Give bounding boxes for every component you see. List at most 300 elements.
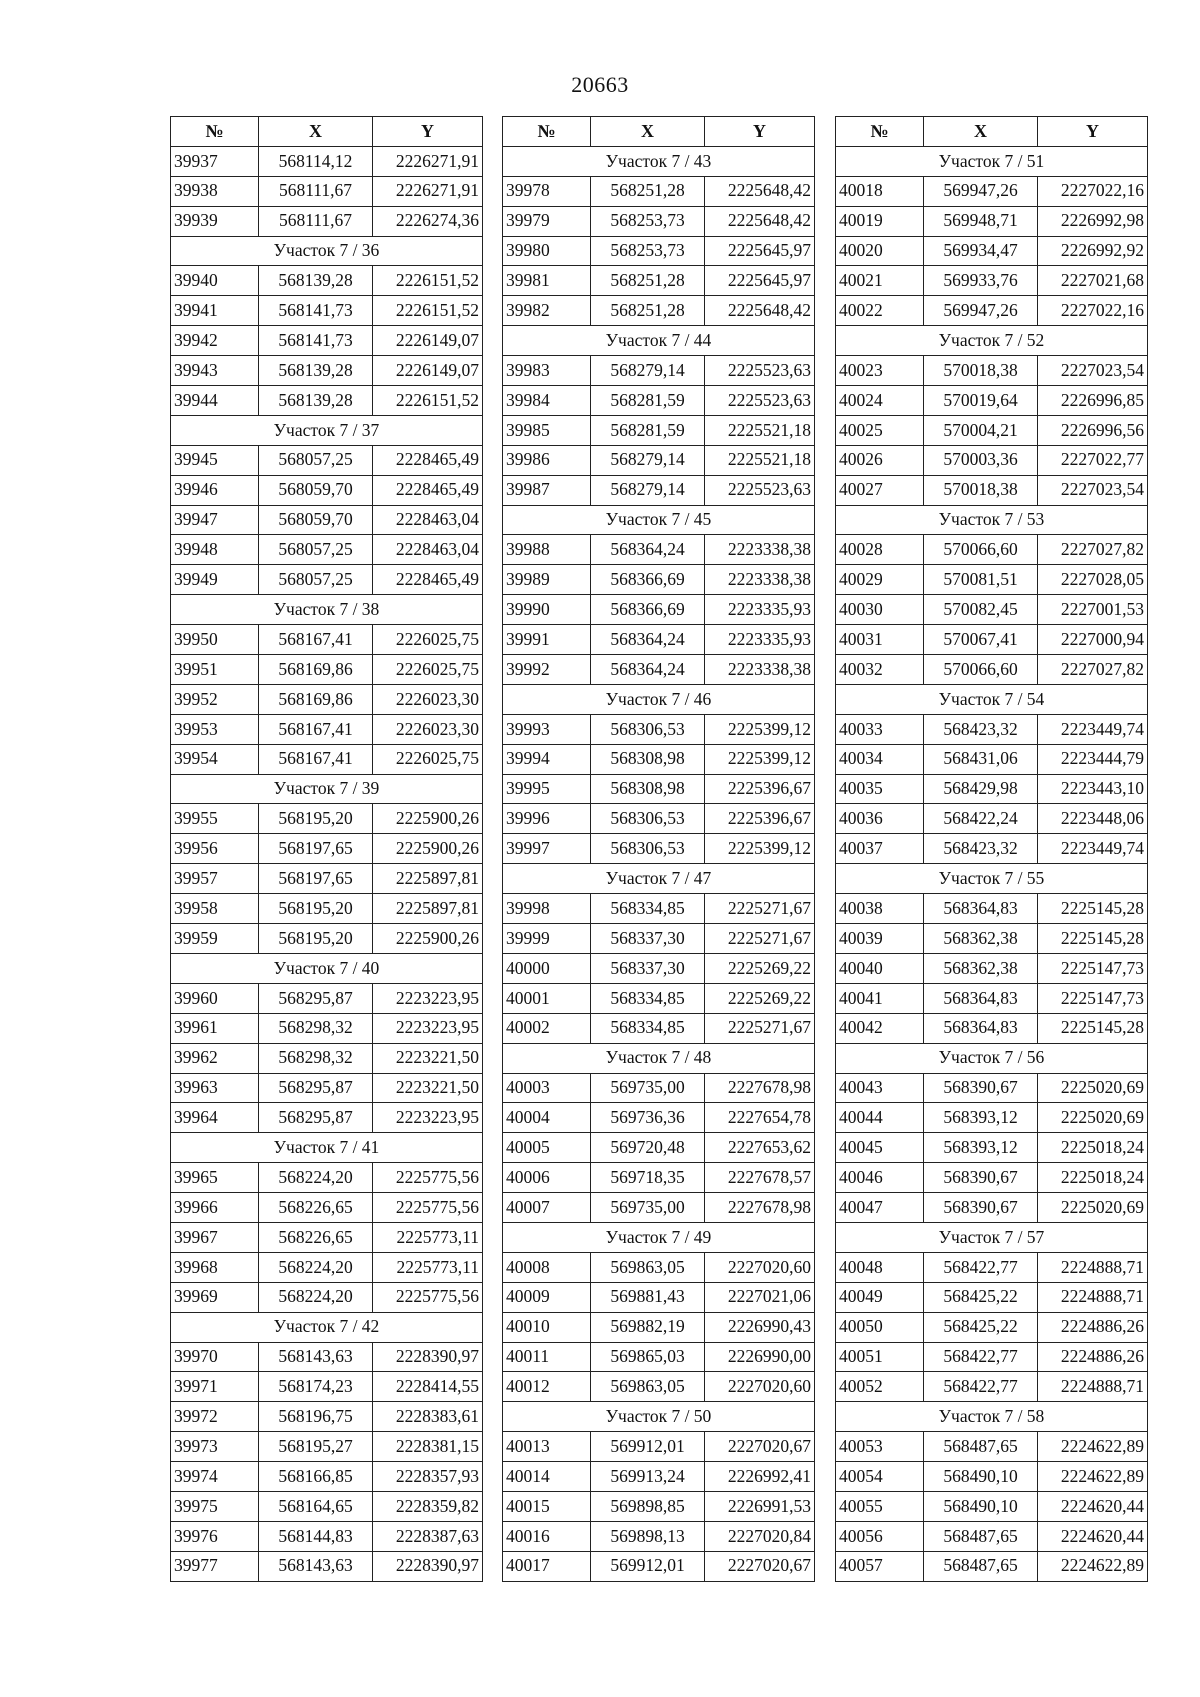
x-coordinate: 570066,60 <box>924 535 1038 565</box>
y-coordinate: 2225775,56 <box>373 1282 483 1312</box>
y-coordinate: 2225900,26 <box>373 834 483 864</box>
table-row <box>503 1551 815 1581</box>
point-number: 40032 <box>836 655 924 685</box>
table-row <box>836 266 1148 296</box>
number-column-header: № <box>171 117 259 147</box>
y-coordinate: 2225648,42 <box>705 296 815 326</box>
point-number: 39953 <box>171 714 259 744</box>
x-coordinate: 568226,65 <box>259 1193 373 1223</box>
coordinates-table-1 <box>170 116 483 1582</box>
table-row <box>171 565 483 595</box>
point-number: 40025 <box>836 415 924 445</box>
y-coordinate: 2225523,63 <box>705 475 815 505</box>
point-number: 40001 <box>503 983 591 1013</box>
section-title: Участок 7 / 46 <box>503 684 815 714</box>
table-row <box>836 1462 1148 1492</box>
y-coordinate: 2227020,84 <box>705 1521 815 1551</box>
table-row <box>503 924 815 954</box>
table-row <box>503 386 815 416</box>
table-row <box>836 475 1148 505</box>
table-row <box>503 655 815 685</box>
x-coordinate: 568253,73 <box>591 206 705 236</box>
y-coordinate: 2227678,98 <box>705 1193 815 1223</box>
table-row <box>171 1551 483 1581</box>
point-number: 40031 <box>836 625 924 655</box>
x-coordinate: 568143,63 <box>259 1551 373 1581</box>
section-row <box>171 595 483 625</box>
x-coordinate: 568295,87 <box>259 1103 373 1133</box>
x-coordinate: 568141,73 <box>259 296 373 326</box>
x-coordinate: 568364,83 <box>924 983 1038 1013</box>
x-coordinate: 568279,14 <box>591 356 705 386</box>
x-coordinate: 568226,65 <box>259 1222 373 1252</box>
table-row <box>836 1372 1148 1402</box>
y-coordinate: 2225773,11 <box>373 1222 483 1252</box>
table-row <box>171 1342 483 1372</box>
x-coordinate: 568143,63 <box>259 1342 373 1372</box>
table-row <box>503 1013 815 1043</box>
point-number: 40038 <box>836 894 924 924</box>
table-row <box>836 744 1148 774</box>
point-number: 39939 <box>171 206 259 236</box>
point-number: 39966 <box>171 1193 259 1223</box>
table-row <box>171 1222 483 1252</box>
y-coordinate: 2226151,52 <box>373 266 483 296</box>
y-coordinate: 2227020,67 <box>705 1432 815 1462</box>
y-coordinate: 2223443,10 <box>1038 774 1148 804</box>
y-coordinate: 2225020,69 <box>1038 1193 1148 1223</box>
x-coordinate: 570067,41 <box>924 625 1038 655</box>
section-row <box>503 1402 815 1432</box>
x-coordinate: 568306,53 <box>591 714 705 744</box>
y-coordinate: 2223338,38 <box>705 565 815 595</box>
x-coordinate: 570019,64 <box>924 386 1038 416</box>
point-number: 39952 <box>171 684 259 714</box>
x-coordinate: 570066,60 <box>924 655 1038 685</box>
table-row <box>836 565 1148 595</box>
x-coordinate: 569898,85 <box>591 1491 705 1521</box>
x-coordinate: 568362,38 <box>924 924 1038 954</box>
x-coordinate: 570003,36 <box>924 445 1038 475</box>
table-row <box>836 625 1148 655</box>
coordinates-table <box>502 116 815 1582</box>
table-row <box>836 1193 1148 1223</box>
table-row <box>836 983 1148 1013</box>
coordinates-table-3 <box>835 116 1148 1582</box>
header-row <box>171 117 483 147</box>
table-row <box>503 206 815 236</box>
point-number: 40035 <box>836 774 924 804</box>
point-number: 40041 <box>836 983 924 1013</box>
x-coordinate: 568423,32 <box>924 714 1038 744</box>
table-row <box>503 296 815 326</box>
point-number: 39948 <box>171 535 259 565</box>
table-row <box>836 1521 1148 1551</box>
x-coordinate: 568174,23 <box>259 1372 373 1402</box>
table-row <box>171 535 483 565</box>
x-coordinate: 569735,00 <box>591 1193 705 1223</box>
point-number: 39961 <box>171 1013 259 1043</box>
y-coordinate: 2226149,07 <box>373 356 483 386</box>
y-coordinate: 2225271,67 <box>705 1013 815 1043</box>
table-row <box>171 1252 483 1282</box>
table-row <box>836 1252 1148 1282</box>
page-number: 20663 <box>571 72 629 97</box>
x-coordinate: 568425,22 <box>924 1312 1038 1342</box>
x-coordinate: 568422,77 <box>924 1342 1038 1372</box>
point-number: 40048 <box>836 1252 924 1282</box>
x-coordinate: 570018,38 <box>924 475 1038 505</box>
y-coordinate: 2226992,41 <box>705 1462 815 1492</box>
point-number: 39977 <box>171 1551 259 1581</box>
x-coordinate: 568281,59 <box>591 415 705 445</box>
x-coordinate: 568251,28 <box>591 266 705 296</box>
table-row <box>171 1103 483 1133</box>
point-number: 40003 <box>503 1073 591 1103</box>
point-number: 39972 <box>171 1402 259 1432</box>
number-column-header: № <box>503 117 591 147</box>
point-number: 39982 <box>503 296 591 326</box>
y-coordinate: 2223221,50 <box>373 1073 483 1103</box>
point-number: 40053 <box>836 1432 924 1462</box>
section-title: Участок 7 / 43 <box>503 146 815 176</box>
table-row <box>171 894 483 924</box>
y-coordinate: 2227023,54 <box>1038 356 1148 386</box>
table-row <box>171 1521 483 1551</box>
table-row <box>836 1312 1148 1342</box>
point-number: 39963 <box>171 1073 259 1103</box>
point-number: 39976 <box>171 1521 259 1551</box>
x-coordinate: 568059,70 <box>259 475 373 505</box>
x-coordinate: 568364,83 <box>924 1013 1038 1043</box>
table-row <box>171 1402 483 1432</box>
x-coordinate: 568139,28 <box>259 266 373 296</box>
y-coordinate: 2224888,71 <box>1038 1252 1148 1282</box>
x-coordinate: 568141,73 <box>259 326 373 356</box>
x-coordinate: 568337,30 <box>591 924 705 954</box>
y-coordinate: 2225269,22 <box>705 953 815 983</box>
x-column-header: X <box>591 117 705 147</box>
table-row <box>836 953 1148 983</box>
x-coordinate: 568251,28 <box>591 176 705 206</box>
point-number: 40022 <box>836 296 924 326</box>
point-number: 39938 <box>171 176 259 206</box>
point-number: 40045 <box>836 1133 924 1163</box>
point-number: 40051 <box>836 1342 924 1372</box>
table-row <box>836 1551 1148 1581</box>
section-title: Участок 7 / 54 <box>836 684 1148 714</box>
x-coordinate: 568295,87 <box>259 1073 373 1103</box>
y-coordinate: 2223338,38 <box>705 655 815 685</box>
section-row <box>503 1043 815 1073</box>
table-row <box>171 1462 483 1492</box>
x-coordinate: 568164,65 <box>259 1491 373 1521</box>
section-row <box>171 236 483 266</box>
table-row <box>171 684 483 714</box>
point-number: 40000 <box>503 953 591 983</box>
point-number: 39978 <box>503 176 591 206</box>
table-row <box>171 924 483 954</box>
x-coordinate: 568490,10 <box>924 1462 1038 1492</box>
table-row <box>171 386 483 416</box>
x-coordinate: 568425,22 <box>924 1282 1038 1312</box>
point-number: 39957 <box>171 864 259 894</box>
point-number: 40042 <box>836 1013 924 1043</box>
coordinates-table <box>170 116 483 1582</box>
table-row <box>171 356 483 386</box>
table-row <box>836 356 1148 386</box>
section-row <box>836 326 1148 356</box>
x-coordinate: 568334,85 <box>591 1013 705 1043</box>
x-coordinate: 568195,20 <box>259 804 373 834</box>
y-coordinate: 2224620,44 <box>1038 1491 1148 1521</box>
y-coordinate: 2225523,63 <box>705 356 815 386</box>
point-number: 40039 <box>836 924 924 954</box>
x-coordinate: 568308,98 <box>591 774 705 804</box>
point-number: 39955 <box>171 804 259 834</box>
x-coordinate: 568195,27 <box>259 1432 373 1462</box>
point-number: 39950 <box>171 625 259 655</box>
y-coordinate: 2224886,26 <box>1038 1312 1148 1342</box>
y-coordinate: 2225521,18 <box>705 445 815 475</box>
y-coordinate: 2227022,16 <box>1038 176 1148 206</box>
table-row <box>171 625 483 655</box>
section-title: Участок 7 / 57 <box>836 1222 1148 1252</box>
table-row <box>836 1282 1148 1312</box>
x-coordinate: 568139,28 <box>259 386 373 416</box>
table-row <box>503 1521 815 1551</box>
table-row <box>503 1103 815 1133</box>
y-coordinate: 2227653,62 <box>705 1133 815 1163</box>
point-number: 39959 <box>171 924 259 954</box>
x-coordinate: 568364,24 <box>591 535 705 565</box>
table-row <box>171 834 483 864</box>
y-coordinate: 2225399,12 <box>705 744 815 774</box>
y-coordinate: 2226991,53 <box>705 1491 815 1521</box>
section-row <box>503 1222 815 1252</box>
y-coordinate: 2224622,89 <box>1038 1551 1148 1581</box>
point-number: 39947 <box>171 505 259 535</box>
y-coordinate: 2228414,55 <box>373 1372 483 1402</box>
x-coordinate: 568298,32 <box>259 1013 373 1043</box>
table-row <box>503 625 815 655</box>
y-coordinate: 2226149,07 <box>373 326 483 356</box>
y-coordinate: 2226271,91 <box>373 146 483 176</box>
x-coordinate: 568059,70 <box>259 505 373 535</box>
x-coordinate: 568195,20 <box>259 924 373 954</box>
point-number: 39999 <box>503 924 591 954</box>
x-coordinate: 568167,41 <box>259 714 373 744</box>
point-number: 40037 <box>836 834 924 864</box>
table-row <box>171 1043 483 1073</box>
point-number: 39975 <box>171 1491 259 1521</box>
table-row <box>171 1372 483 1402</box>
section-title: Участок 7 / 52 <box>836 326 1148 356</box>
point-number: 40057 <box>836 1551 924 1581</box>
table-row <box>503 535 815 565</box>
section-row <box>836 505 1148 535</box>
point-number: 39954 <box>171 744 259 774</box>
point-number: 40023 <box>836 356 924 386</box>
y-coordinate: 2225396,67 <box>705 804 815 834</box>
table-row <box>171 1013 483 1043</box>
y-coordinate: 2228357,93 <box>373 1462 483 1492</box>
y-coordinate: 2224620,44 <box>1038 1521 1148 1551</box>
y-coordinate: 2227654,78 <box>705 1103 815 1133</box>
table-row <box>171 505 483 535</box>
x-coordinate: 568195,20 <box>259 894 373 924</box>
table-row <box>171 655 483 685</box>
y-coordinate: 2227027,82 <box>1038 535 1148 565</box>
table-row <box>503 1193 815 1223</box>
point-number: 40034 <box>836 744 924 774</box>
y-coordinate: 2226023,30 <box>373 714 483 744</box>
table-row <box>836 1342 1148 1372</box>
point-number: 39989 <box>503 565 591 595</box>
x-coordinate: 569933,76 <box>924 266 1038 296</box>
point-number: 39962 <box>171 1043 259 1073</box>
section-row <box>836 1043 1148 1073</box>
x-coordinate: 568057,25 <box>259 565 373 595</box>
x-coordinate: 568279,14 <box>591 445 705 475</box>
table-row <box>171 1491 483 1521</box>
header-row <box>836 117 1148 147</box>
point-number: 39992 <box>503 655 591 685</box>
y-coordinate: 2225147,73 <box>1038 983 1148 1013</box>
point-number: 40043 <box>836 1073 924 1103</box>
point-number: 40052 <box>836 1372 924 1402</box>
x-coordinate: 568422,77 <box>924 1252 1038 1282</box>
x-coordinate: 568224,20 <box>259 1282 373 1312</box>
section-title: Участок 7 / 58 <box>836 1402 1148 1432</box>
table-row <box>503 1372 815 1402</box>
section-title: Участок 7 / 50 <box>503 1402 815 1432</box>
point-number: 40050 <box>836 1312 924 1342</box>
y-coordinate: 2225020,69 <box>1038 1103 1148 1133</box>
table-row <box>503 1163 815 1193</box>
section-title: Участок 7 / 49 <box>503 1222 815 1252</box>
table-row <box>503 356 815 386</box>
point-number: 40002 <box>503 1013 591 1043</box>
x-coordinate: 568487,65 <box>924 1521 1038 1551</box>
y-coordinate: 2225018,24 <box>1038 1133 1148 1163</box>
y-coordinate: 2225900,26 <box>373 924 483 954</box>
x-coordinate: 569898,13 <box>591 1521 705 1551</box>
y-coordinate: 2223223,95 <box>373 1013 483 1043</box>
y-coordinate: 2227020,60 <box>705 1372 815 1402</box>
point-number: 40014 <box>503 1462 591 1492</box>
x-coordinate: 569948,71 <box>924 206 1038 236</box>
point-number: 39967 <box>171 1222 259 1252</box>
table-row <box>503 983 815 1013</box>
table-row <box>171 714 483 744</box>
section-title: Участок 7 / 36 <box>171 236 483 266</box>
point-number: 40005 <box>503 1133 591 1163</box>
point-number: 39965 <box>171 1163 259 1193</box>
section-row <box>171 1312 483 1342</box>
table-row <box>836 894 1148 924</box>
point-number: 40021 <box>836 266 924 296</box>
table-row <box>836 595 1148 625</box>
y-coordinate: 2225775,56 <box>373 1163 483 1193</box>
x-coordinate: 568390,67 <box>924 1193 1038 1223</box>
table-row <box>503 1491 815 1521</box>
y-coordinate: 2226274,36 <box>373 206 483 236</box>
y-coordinate: 2228465,49 <box>373 475 483 505</box>
table-row <box>836 714 1148 744</box>
x-coordinate: 570081,51 <box>924 565 1038 595</box>
table-row <box>171 146 483 176</box>
point-number: 40049 <box>836 1282 924 1312</box>
x-coordinate: 569736,36 <box>591 1103 705 1133</box>
y-coordinate: 2225399,12 <box>705 834 815 864</box>
x-coordinate: 570082,45 <box>924 595 1038 625</box>
x-coordinate: 570004,21 <box>924 415 1038 445</box>
x-coordinate: 569865,03 <box>591 1342 705 1372</box>
point-number: 39960 <box>171 983 259 1013</box>
x-coordinate: 568334,85 <box>591 983 705 1013</box>
section-row <box>836 864 1148 894</box>
y-coordinate: 2225648,42 <box>705 176 815 206</box>
point-number: 39980 <box>503 236 591 266</box>
table-row <box>171 266 483 296</box>
x-coordinate: 569718,35 <box>591 1163 705 1193</box>
section-row <box>171 1133 483 1163</box>
point-number: 39971 <box>171 1372 259 1402</box>
y-coordinate: 2223338,38 <box>705 535 815 565</box>
point-number: 39958 <box>171 894 259 924</box>
point-number: 40046 <box>836 1163 924 1193</box>
section-row <box>503 505 815 535</box>
x-coordinate: 569947,26 <box>924 296 1038 326</box>
table-row <box>171 983 483 1013</box>
point-number: 40011 <box>503 1342 591 1372</box>
section-row <box>171 415 483 445</box>
y-coordinate: 2227001,53 <box>1038 595 1148 625</box>
table-row <box>836 176 1148 206</box>
point-number: 39944 <box>171 386 259 416</box>
point-number: 40007 <box>503 1193 591 1223</box>
y-coordinate: 2227020,60 <box>705 1252 815 1282</box>
section-row <box>503 146 815 176</box>
section-row <box>171 774 483 804</box>
table-row <box>836 834 1148 864</box>
x-coordinate: 568166,85 <box>259 1462 373 1492</box>
point-number: 40040 <box>836 953 924 983</box>
point-number: 40054 <box>836 1462 924 1492</box>
point-number: 39951 <box>171 655 259 685</box>
table-row <box>171 1432 483 1462</box>
point-number: 40018 <box>836 176 924 206</box>
x-coordinate: 568224,20 <box>259 1252 373 1282</box>
table-row <box>503 1073 815 1103</box>
point-number: 39970 <box>171 1342 259 1372</box>
y-coordinate: 2226992,98 <box>1038 206 1148 236</box>
point-number: 40015 <box>503 1491 591 1521</box>
table-row <box>171 804 483 834</box>
y-coordinate: 2226023,30 <box>373 684 483 714</box>
table-row <box>836 1432 1148 1462</box>
y-coordinate: 2226996,56 <box>1038 415 1148 445</box>
y-coordinate: 2227021,06 <box>705 1282 815 1312</box>
y-coordinate: 2225271,67 <box>705 924 815 954</box>
table-row <box>836 1163 1148 1193</box>
table-row <box>836 535 1148 565</box>
x-coordinate: 568431,06 <box>924 744 1038 774</box>
point-number: 39988 <box>503 535 591 565</box>
point-number: 40010 <box>503 1312 591 1342</box>
point-number: 39987 <box>503 475 591 505</box>
